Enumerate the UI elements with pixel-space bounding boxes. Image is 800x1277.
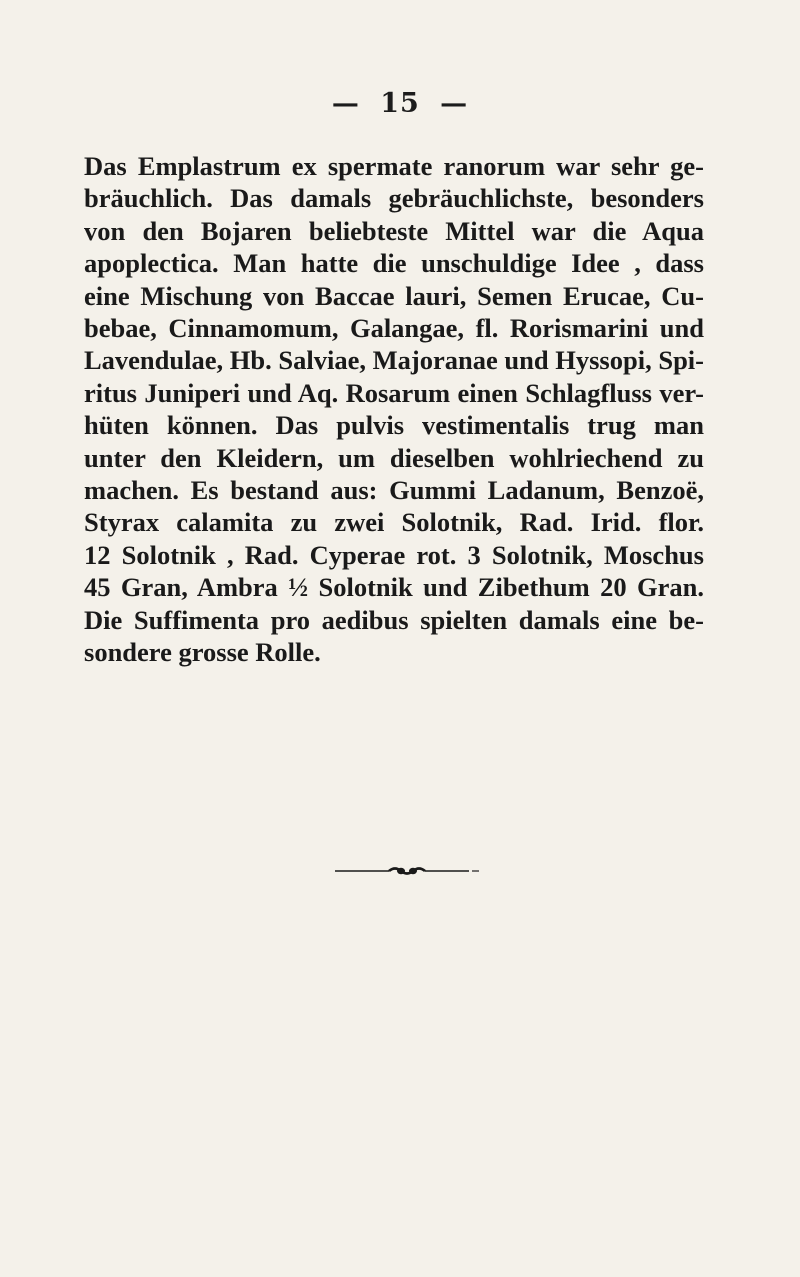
text-line: bräuchlich. Das damals gebräuchlichste, besonders (84, 183, 704, 214)
text-line: Das Emplastrum ex spermate ranorum war sehr ge- (84, 151, 704, 181)
text-line: apoplectica. Man hatte die unschuldige Idee , dass (84, 248, 704, 279)
text-line: Lavendulae, Hb. Salviae, Majoranae und Hyssopi, Spi- (84, 345, 704, 376)
text-line: bebae, Cinnamomum, Galangae, fl. Rorismarini und (84, 313, 704, 344)
paragraph (84, 150, 704, 669)
decorative-rule-icon (331, 864, 481, 878)
text-line: eine Mischung von Baccae lauri, Semen Erucae, Cu- (84, 280, 704, 311)
text-line: machen. Es bestand aus: Gummi Ladanum, Benzoë, (84, 475, 704, 506)
text-line: hüten können. Das pulvis vestimentalis trug man (84, 410, 704, 441)
text-line: Styrax calamita zu zwei Solotnik, Rad. Irid. flor. (84, 507, 704, 538)
text-line: 45 Gran, Ambra ½ Solotnik und Zibethum 20 Gran. (84, 572, 704, 603)
text-line: sondere grosse Rolle. (84, 637, 321, 668)
text-line: Die Suffimenta pro aedibus spielten damals eine be- (84, 604, 704, 635)
text-line: ritus Juniperi und Aq. Rosarum einen Schlagfluss ver- (84, 377, 704, 408)
text-line: 12 Solotnik , Rad. Cyperae rot. 3 Solotnik, Moschus (84, 539, 704, 570)
page-number: — 15 — (331, 88, 469, 119)
text-line: unter den Kleidern, um dieselben wohlriechend zu (84, 442, 704, 473)
decorative-rule-icon (331, 864, 481, 878)
text-line: von den Bojaren beliebteste Mittel war die Aqua (84, 215, 704, 246)
